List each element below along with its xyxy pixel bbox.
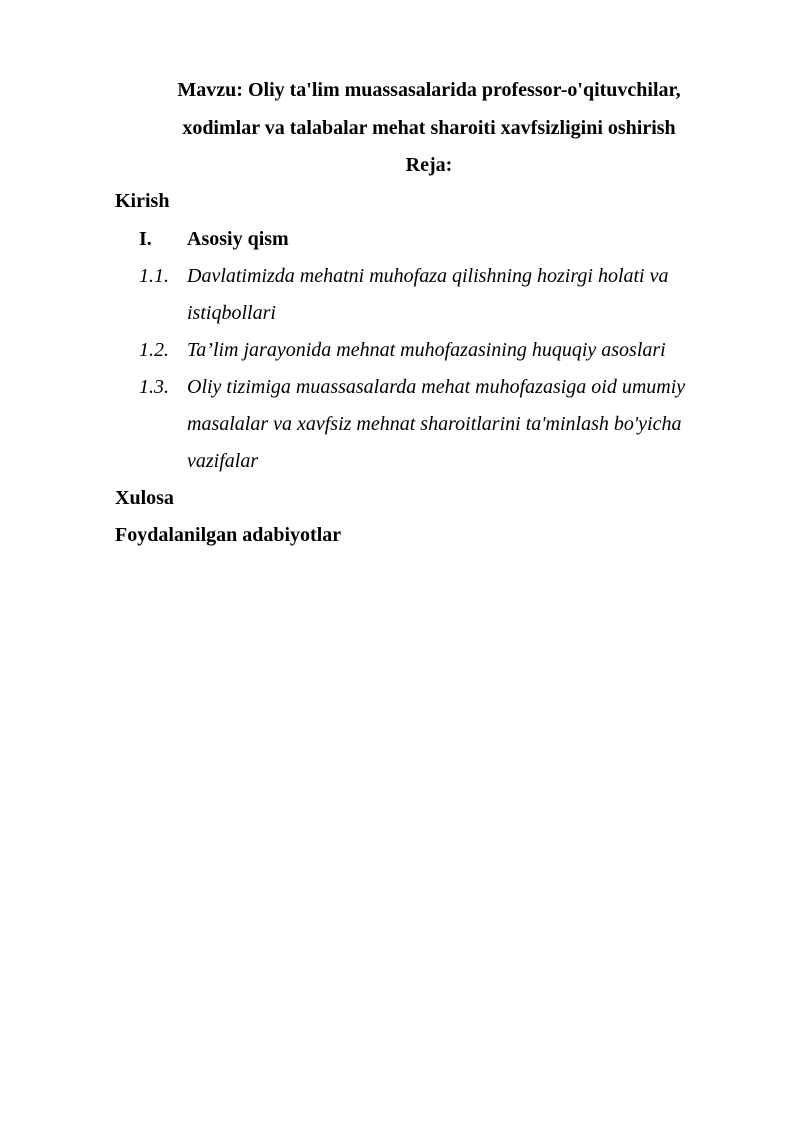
references-heading: Foydalanilgan adabiyotlar (115, 524, 342, 546)
subsection-line: vazifalar (187, 450, 259, 472)
plan-heading: Reja: (405, 154, 453, 176)
document-title-line-2: xodimlar va talabalar mehat sharoiti xavfsizligini oshirish (182, 117, 676, 139)
subsection-number: 1.3. (139, 376, 169, 398)
subsection-number: 1.1. (139, 265, 169, 287)
conclusion-heading: Xulosa (115, 487, 174, 509)
subsection-number: 1.2. (139, 339, 169, 361)
part-title: Asosiy qism (187, 228, 289, 250)
subsection-line: istiqbollari (187, 302, 276, 324)
subsection-line: masalalar va xavfsiz mehnat sharoitlarini ta'minlash bo'yicha (187, 413, 682, 435)
document-title-line-1: Mavzu: Oliy ta'lim muassasalarida professor-o'qituvchilar, (177, 79, 681, 101)
intro-heading: Kirish (115, 190, 170, 212)
part-number: I. (139, 228, 152, 250)
subsection-line: Davlatimizda mehatni muhofaza qilishning hozirgi holati va (187, 265, 669, 287)
subsection-line: Ta’lim jarayonida mehnat muhofazasining huquqiy asoslari (187, 339, 666, 361)
subsection-line: Oliy tizimiga muassasalarda mehat muhofazasiga oid umumiy (187, 376, 686, 398)
